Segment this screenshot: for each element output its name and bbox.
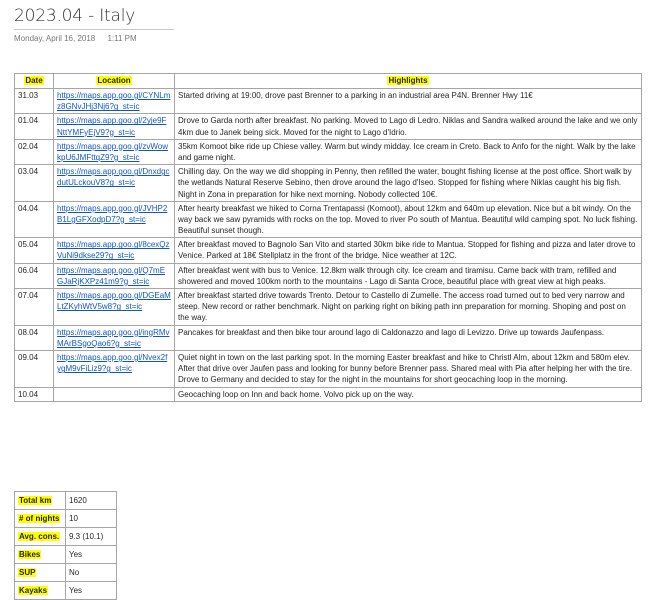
highlights-cell[interactable]: 35km Komoot bike ride up Chiese valley. Warm but windy midday. Ice cream in Creto. Back to Anfo for the night. Walk by the lake and game night. (175, 139, 642, 164)
highlights-cell[interactable]: Drove to Garda north after breakfast. No parking. Moved to Lago di Ledro. Niklas and Sandra walked around the lake and we only 4km due to Janek being sick. Moved for the night to Lago d'Idrio. (175, 114, 642, 139)
page-time: 1:11 PM (107, 34, 137, 43)
highlights-cell[interactable]: After hearty breakfast we hiked to Corna Trentapassi (Komoot), about 12km and 640m up elevation. Nice but a bit windy. On the way back we saw pyramids with rocks on the top. Moved to river Po south of Mantua. Beautiful wild camping spot. No luck fishing. Beautiful sunset though. (175, 201, 642, 238)
table-header-row (15, 74, 642, 89)
summary-row (15, 564, 117, 582)
summary-row (15, 546, 117, 564)
title-divider (14, 29, 174, 30)
table-row (15, 165, 642, 202)
table-row (15, 139, 642, 164)
date-cell[interactable]: 04.04 (15, 201, 54, 238)
highlights-cell[interactable]: Started driving at 19:00, drove past Brenner to a parking in an industrial area P4N. Brenner Hwy 11€ (175, 89, 642, 114)
date-cell[interactable]: 06.04 (15, 263, 54, 288)
highlights-cell[interactable]: Quiet night in town on the last parking spot. In the morning Easter breakfast and hike to Christl Alm, about 12km and 580m elev. After that drive over Jaufen pass and looking for bunny before Brenner pass. Shared meal with Pia after helping her with the tire. Drove to Germany and decided to stay for the night in the mountains for short geocaching loop in the morning. (175, 350, 642, 387)
summary-label[interactable]: Avg. cons. (15, 528, 66, 546)
date-cell[interactable]: 31.03 (15, 89, 54, 114)
table-row (15, 238, 642, 263)
location-link[interactable] (54, 387, 175, 401)
date-cell[interactable]: 10.04 (15, 387, 54, 401)
highlights-cell[interactable]: After breakfast went with bus to Venice. 12.8km walk through city. Ice cream and tiramisu. Came back with tram, refilled and showered and moved 100km north to the mountains - Lago di Santa Croce, beautiful place with great view at high peaks. (175, 263, 642, 288)
table-row (15, 114, 642, 139)
summary-row (15, 492, 117, 510)
summary-label[interactable]: # of nights (15, 510, 66, 528)
location-link[interactable]: https://maps.app.goo.gl/CYNLmz8GNvJHj3Nj6?g_st=ic (54, 89, 175, 114)
highlights-cell[interactable]: After breakfast started drive towards Trento. Detour to Castello di Zumelle. The access road turned out to bed very narrow and steep. New record or rather benchmark. Night on parking right on biking path inn preparation for morning. Shoping and post on the way. (175, 289, 642, 326)
date-cell[interactable]: 01.04 (15, 114, 54, 139)
location-link[interactable]: https://maps.app.goo.gl/Nvex2fygM9vFiLiz9?g_st=ic (54, 350, 175, 387)
date-cell[interactable]: 09.04 (15, 350, 54, 387)
location-link[interactable]: https://maps.app.goo.gl/JVHP2B1LgGFXodpD7?g_st=ic (54, 201, 175, 238)
location-link[interactable]: https://maps.app.goo.gl/8cexQzVuNi9dkse29?g_st=ic (54, 238, 175, 263)
summary-label[interactable]: Total km (15, 492, 66, 510)
table-row (15, 89, 642, 114)
table-row (15, 350, 642, 387)
trip-log-table (14, 73, 642, 402)
header-location[interactable]: Location (54, 74, 175, 89)
trip-summary-table (14, 491, 117, 600)
summary-row (15, 510, 117, 528)
highlights-cell[interactable]: Chilling day. On the way we did shopping in Penny, then refilled the water, bought fishing license at the post office. Short walk by the wetlands Natural Reserve Sebino, then drove around the lago d'Iseo. Stopped for fishing where Niklas caught his big fish. Night in Zona in preparation for hike next morning. Nobody collected 10€. (175, 165, 642, 202)
highlights-cell[interactable]: Geocaching loop on Inn and back home. Volvo pick up on the way. (175, 387, 642, 401)
highlights-cell[interactable]: After breakfast moved to Bagnolo San Vito and started 30km bike ride to Mantua. Stopped for fishing and pizza and later drove to Venice. Parked at 18€ Stellplatz in the front of the bridge. Nice weather at 12C. (175, 238, 642, 263)
summary-row (15, 528, 117, 546)
summary-label[interactable]: SUP (15, 564, 66, 582)
location-link[interactable]: https://maps.app.goo.gl/DnxdgcdutULckouV8?g_st=ic (54, 165, 175, 202)
table-row (15, 325, 642, 350)
page-timestamp (14, 34, 137, 43)
summary-label[interactable]: Kayaks (15, 582, 66, 600)
table-row (15, 289, 642, 326)
location-link[interactable]: https://maps.app.goo.gl/DGEaMLtZKyhWtV5w8?g_st=ic (54, 289, 175, 326)
summary-value[interactable]: 9.3 (10.1) (66, 528, 117, 546)
date-cell[interactable]: 05.04 (15, 238, 54, 263)
summary-value[interactable]: No (66, 564, 117, 582)
table-row (15, 201, 642, 238)
summary-value[interactable]: 10 (66, 510, 117, 528)
date-cell[interactable]: 02.04 (15, 139, 54, 164)
date-cell[interactable]: 03.04 (15, 165, 54, 202)
summary-value[interactable]: 1620 (66, 492, 117, 510)
table-row (15, 387, 642, 401)
header-date[interactable]: Date (15, 74, 54, 89)
location-link[interactable]: https://maps.app.goo.gl/Q7mEGJaRjKXPz41m9?g_st=ic (54, 263, 175, 288)
summary-label[interactable]: Bikes (15, 546, 66, 564)
page-date: Monday, April 16, 2018 (14, 34, 96, 43)
summary-row (15, 582, 117, 600)
highlights-cell[interactable]: Pancakes for breakfast and then bike tour around lago di Caldonazzo and lago di Levizzo. Drive up towards Jaufenpass. (175, 325, 642, 350)
location-link[interactable]: https://maps.app.goo.gl/2yje9FNttYMFyEjV9?g_st=ic (54, 114, 175, 139)
page-title[interactable]: 2023.04 - Italy (14, 6, 136, 26)
summary-value[interactable]: Yes (66, 546, 117, 564)
date-cell[interactable]: 07.04 (15, 289, 54, 326)
location-link[interactable]: https://maps.app.goo.gl/ingRMvMArBSgoQao6?g_st=ic (54, 325, 175, 350)
location-link[interactable]: https://maps.app.goo.gl/zvWowkpU6JMFttqZ9?g_st=ic (54, 139, 175, 164)
date-cell[interactable]: 08.04 (15, 325, 54, 350)
table-row (15, 263, 642, 288)
header-highlights[interactable]: Highlights (175, 74, 642, 89)
summary-value[interactable]: Yes (66, 582, 117, 600)
